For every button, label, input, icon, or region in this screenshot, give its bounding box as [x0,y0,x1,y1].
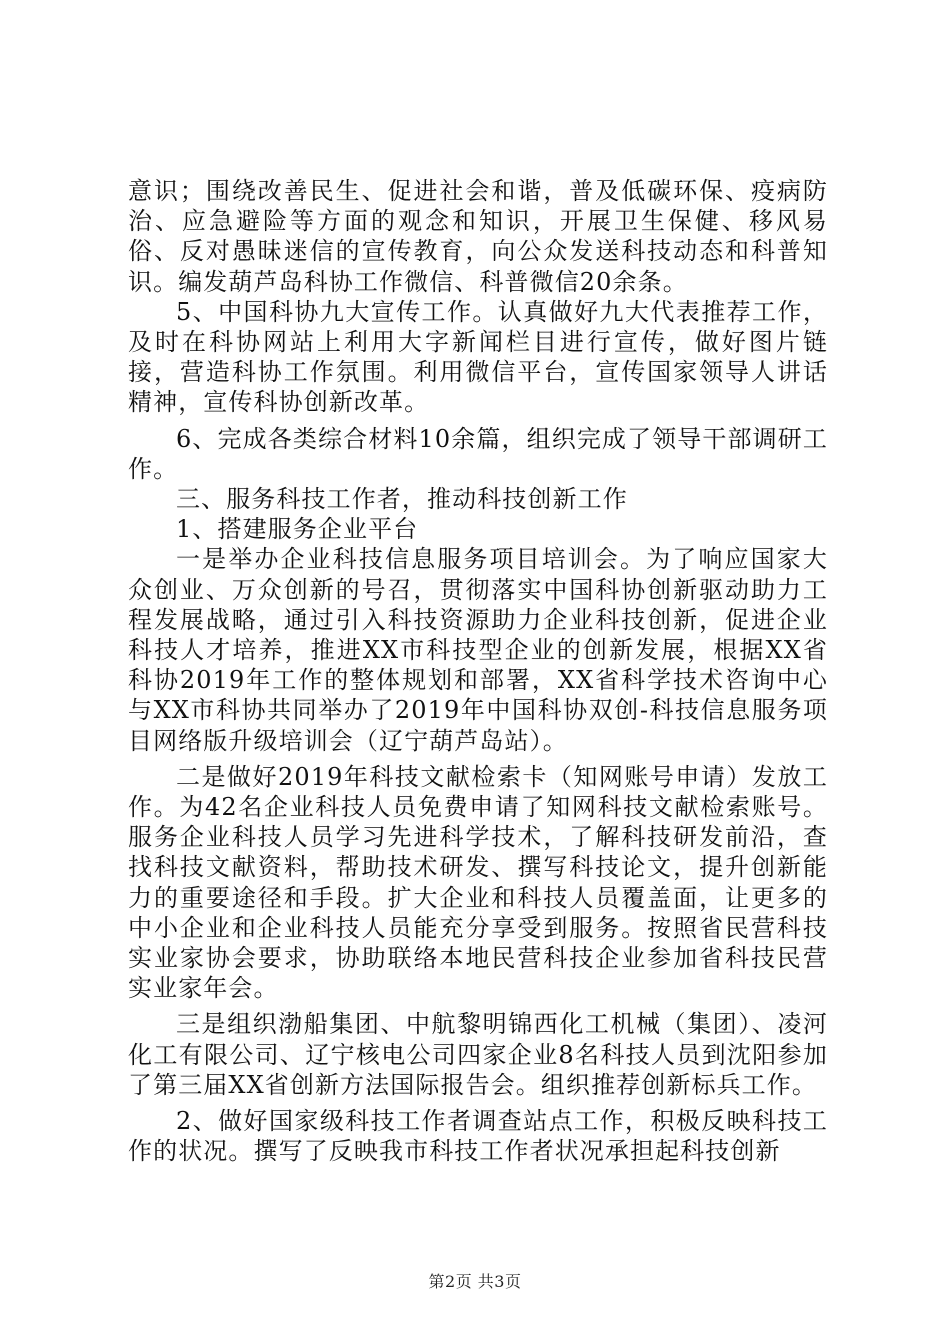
paragraph-first: 一是举办企业科技信息服务项目培训会。为了响应国家大众创业、万众创新的号召，贯彻落实中国科协创新驱动助力工程发展战略，通过引入科技资源助力企业科技创新，促进企业科技人才培养，推进XX市科技型企业的创新发展，根据XX省科协2019年工作的整体规划和部署，XX省科学技术咨询中心与XX市科协共同举办了2019年中国科协双创-科技信息服务项目网络版升级培训会（辽宁葫芦岛站）。 [128,545,828,755]
subsection-heading-1: 1、搭建服务企业平台 [176,515,419,544]
paragraph-second: 二是做好2019年科技文献检索卡（知网账号申请）发放工作。为42名企业科技人员免费申请了知网科技文献检索账号。服务企业科技人员学习先进科学技术，了解科技研发前沿，查找科技文献资料，帮助技术研发、撰写科技论文，提升创新能力的重要途径和手段。扩大企业和科技人员覆盖面，让更多的中小企业和企业科技人员能充分享受到服务。按照省民营科技实业家协会要求，协助联络本地民营科技企业参加省科技民营实业家年会。 [128,762,828,1003]
paragraph-continuation: 意识；围绕改善民生、促进社会和谐，普及低碳环保、疫病防治、应急避险等方面的观念和知识，开展卫生保健、移风易俗、反对愚昧迷信的宣传教育，向公众发送科技动态和科普知识。编发葫芦岛科协工作微信、科普微信20余条。 [128,177,828,296]
paragraph-item-6: 6、完成各类综合材料10余篇，组织完成了领导干部调研工作。 [128,424,828,483]
page-number-footer: 第2页 共3页 [428,1272,522,1291]
paragraph-item-2: 2、做好国家级科技工作者调查站点工作，积极反映科技工作的状况。撰写了反映我市科技工作者状况承担起科技创新 [128,1107,828,1166]
paragraph-item-5: 5、中国科协九大宣传工作。认真做好九大代表推荐工作，及时在科协网站上利用大字新闻栏目进行宣传，做好图片链接，营造科协工作氛围。利用微信平台，宣传国家领导人讲话精神，宣传科协创新改革。 [128,297,828,417]
paragraph-third: 三是组织渤船集团、中航黎明锦西化工机械（集团）、凌河化工有限公司、辽宁核电公司四家企业8名科技人员到沈阳参加了第三届XX省创新方法国际报告会。组织推荐创新标兵工作。 [128,1010,828,1099]
document-body [128,176,828,1167]
section-heading-3: 三、服务科技工作者，推动科技创新工作 [176,485,628,514]
